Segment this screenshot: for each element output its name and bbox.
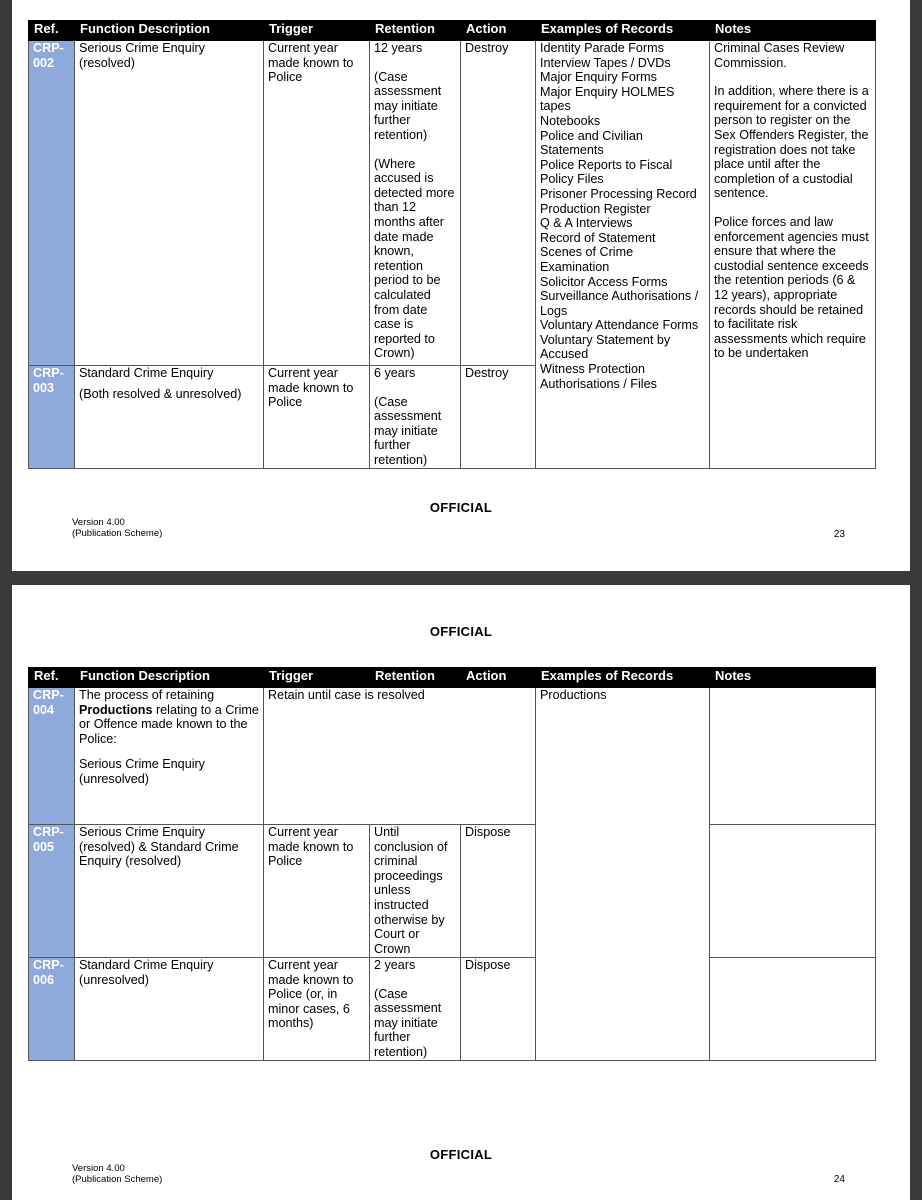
table-header-row bbox=[29, 21, 876, 41]
col-header-examples-of-records: Examples of Records bbox=[536, 668, 710, 688]
action-cell: Dispose bbox=[461, 825, 536, 958]
col-header-ref: Ref. bbox=[29, 21, 75, 41]
action-cell: Destroy bbox=[461, 41, 536, 366]
record-example: Scenes of Crime Examination bbox=[540, 245, 634, 274]
record-example: Surveillance Authorisations / Logs bbox=[540, 289, 699, 318]
ref-cell: CRP-003 bbox=[29, 366, 75, 469]
col-header-trigger: Trigger bbox=[264, 21, 370, 41]
retention-cell: Until conclusion of criminal proceedings unless instructed otherwise by Court or Crown bbox=[370, 825, 461, 958]
record-example: Interview Tapes / DVDs bbox=[540, 55, 671, 70]
retention-cell bbox=[370, 958, 461, 1061]
col-header-trigger: Trigger bbox=[264, 668, 370, 688]
function-description-cell: Serious Crime Enquiry (resolved) & Standard Crime Enquiry (resolved) bbox=[75, 825, 264, 958]
table-header-row bbox=[29, 668, 876, 688]
record-example: Prisoner Processing Record bbox=[540, 186, 697, 201]
page-number: 23 bbox=[833, 529, 845, 540]
examples-of-records-cell: Productions bbox=[536, 688, 710, 1061]
examples-of-records-cell bbox=[536, 41, 710, 469]
note-paragraph: In addition, where there is a requirement for a convicted person to register on the Sex Offenders Register, the registration does not take place until after the completion of a custodial sentence. bbox=[714, 84, 869, 201]
function-description-cell: Standard Crime Enquiry (unresolved) bbox=[75, 958, 264, 1061]
record-example: Major Enquiry Forms bbox=[540, 70, 657, 85]
description-line: Serious Crime Enquiry bbox=[79, 41, 205, 55]
official-marking-bottom: OFFICIAL bbox=[429, 500, 493, 515]
col-header-examples-of-records: Examples of Records bbox=[536, 21, 710, 41]
description-text: The process of retaining Productions relating to a Crime or Offence made known to the Police: bbox=[79, 688, 259, 746]
retention-period: 2 years bbox=[374, 958, 416, 972]
trigger-cell: Current year made known to Police bbox=[264, 366, 370, 469]
notes-cell bbox=[710, 825, 876, 958]
col-header-retention: Retention bbox=[370, 668, 461, 688]
description-line: (Both resolved & unresolved) bbox=[79, 386, 242, 401]
action-cell: Destroy bbox=[461, 366, 536, 469]
official-marking-bottom: OFFICIAL bbox=[429, 1147, 493, 1162]
document-page-24 bbox=[12, 585, 910, 1200]
record-example: Police and Civilian Statements bbox=[540, 128, 643, 158]
notes-cell bbox=[710, 688, 876, 825]
trigger-cell: Current year made known to Police bbox=[264, 825, 370, 958]
note-paragraph: Criminal Cases Review Commission. bbox=[714, 41, 845, 70]
record-example: Major Enquiry HOLMES tapes bbox=[540, 84, 675, 114]
retention-cell bbox=[370, 366, 461, 469]
col-header-ref: Ref. bbox=[29, 668, 75, 688]
retention-note: (Case assessment may initiate further retention) bbox=[374, 69, 442, 142]
version-footer bbox=[72, 517, 162, 539]
version-label: Version 4.00 bbox=[72, 1163, 125, 1174]
trigger-cell: Current year made known to Police bbox=[264, 41, 370, 366]
version-label: Version 4.00 bbox=[72, 517, 125, 528]
retention-note: (Case assessment may initiate further retention) bbox=[374, 986, 442, 1059]
record-example: Q & A Interviews bbox=[540, 216, 633, 231]
notes-cell bbox=[710, 958, 876, 1061]
function-description-cell bbox=[75, 688, 264, 825]
retention-period: 12 years bbox=[374, 41, 423, 55]
ref-cell: CRP-005 bbox=[29, 825, 75, 958]
record-example: Production Register bbox=[540, 201, 651, 216]
record-example: Solicitor Access Forms bbox=[540, 274, 668, 289]
col-header-notes: Notes bbox=[710, 21, 876, 41]
function-description-cell bbox=[75, 366, 264, 469]
trigger-cell: Retain until case is resolved bbox=[264, 688, 536, 825]
description-line: (resolved) bbox=[79, 55, 135, 70]
record-example: Police Reports to Fiscal bbox=[540, 157, 673, 172]
ref-cell: CRP-004 bbox=[29, 688, 75, 825]
publication-scheme-label: (Publication Scheme) bbox=[72, 1174, 163, 1185]
notes-cell bbox=[710, 41, 876, 469]
page-number: 24 bbox=[833, 1174, 845, 1185]
retention-period: 6 years bbox=[374, 366, 416, 380]
version-footer bbox=[72, 1163, 162, 1185]
col-header-notes: Notes bbox=[710, 668, 876, 688]
ref-cell: CRP-002 bbox=[29, 41, 75, 366]
table-row-crp-004 bbox=[29, 688, 876, 825]
record-example: Voluntary Attendance Forms bbox=[540, 318, 699, 333]
description-subtext: Serious Crime Enquiry (unresolved) bbox=[79, 757, 205, 786]
publication-scheme-label: (Publication Scheme) bbox=[72, 528, 163, 539]
retention-table-page-24 bbox=[28, 667, 876, 1061]
record-example: Policy Files bbox=[540, 172, 604, 187]
col-header-function-description: Function Description bbox=[75, 668, 264, 688]
col-header-retention: Retention bbox=[370, 21, 461, 41]
record-example: Notebooks bbox=[540, 113, 601, 128]
record-example: Voluntary Statement by Accused bbox=[540, 332, 671, 362]
retention-cell bbox=[370, 41, 461, 366]
col-header-action: Action bbox=[461, 668, 536, 688]
table-row-crp-002 bbox=[29, 41, 876, 366]
official-marking-top: OFFICIAL bbox=[429, 624, 493, 639]
trigger-cell: Current year made known to Police (or, in minor cases, 6 months) bbox=[264, 958, 370, 1061]
ref-cell: CRP-006 bbox=[29, 958, 75, 1061]
function-description-cell bbox=[75, 41, 264, 366]
retention-note: (Where accused is detected more than 12 months after date made known, retention period to be calculated from date case is reported to Crown) bbox=[374, 156, 455, 361]
action-cell: Dispose bbox=[461, 958, 536, 1061]
table-row-crp-006 bbox=[29, 958, 876, 1061]
description-line: Standard Crime Enquiry bbox=[79, 366, 214, 380]
record-example: Record of Statement bbox=[540, 230, 656, 245]
note-paragraph: Police forces and law enforcement agencies must ensure that where the custodial sentence exceeds the retention periods (6 & 12 years), appropriate records should be retained to facilitate risk assessments which require to be undertaken bbox=[714, 214, 869, 361]
document-page-23 bbox=[12, 0, 910, 571]
col-header-action: Action bbox=[461, 21, 536, 41]
retention-table-page-23 bbox=[28, 20, 876, 469]
productions-emphasis: Productions bbox=[79, 702, 153, 717]
table-row-crp-005 bbox=[29, 825, 876, 958]
record-example: Witness Protection Authorisations / Files bbox=[540, 362, 657, 391]
col-header-function-description: Function Description bbox=[75, 21, 264, 41]
record-example: Identity Parade Forms bbox=[540, 41, 664, 55]
retention-note: (Case assessment may initiate further retention) bbox=[374, 394, 442, 467]
